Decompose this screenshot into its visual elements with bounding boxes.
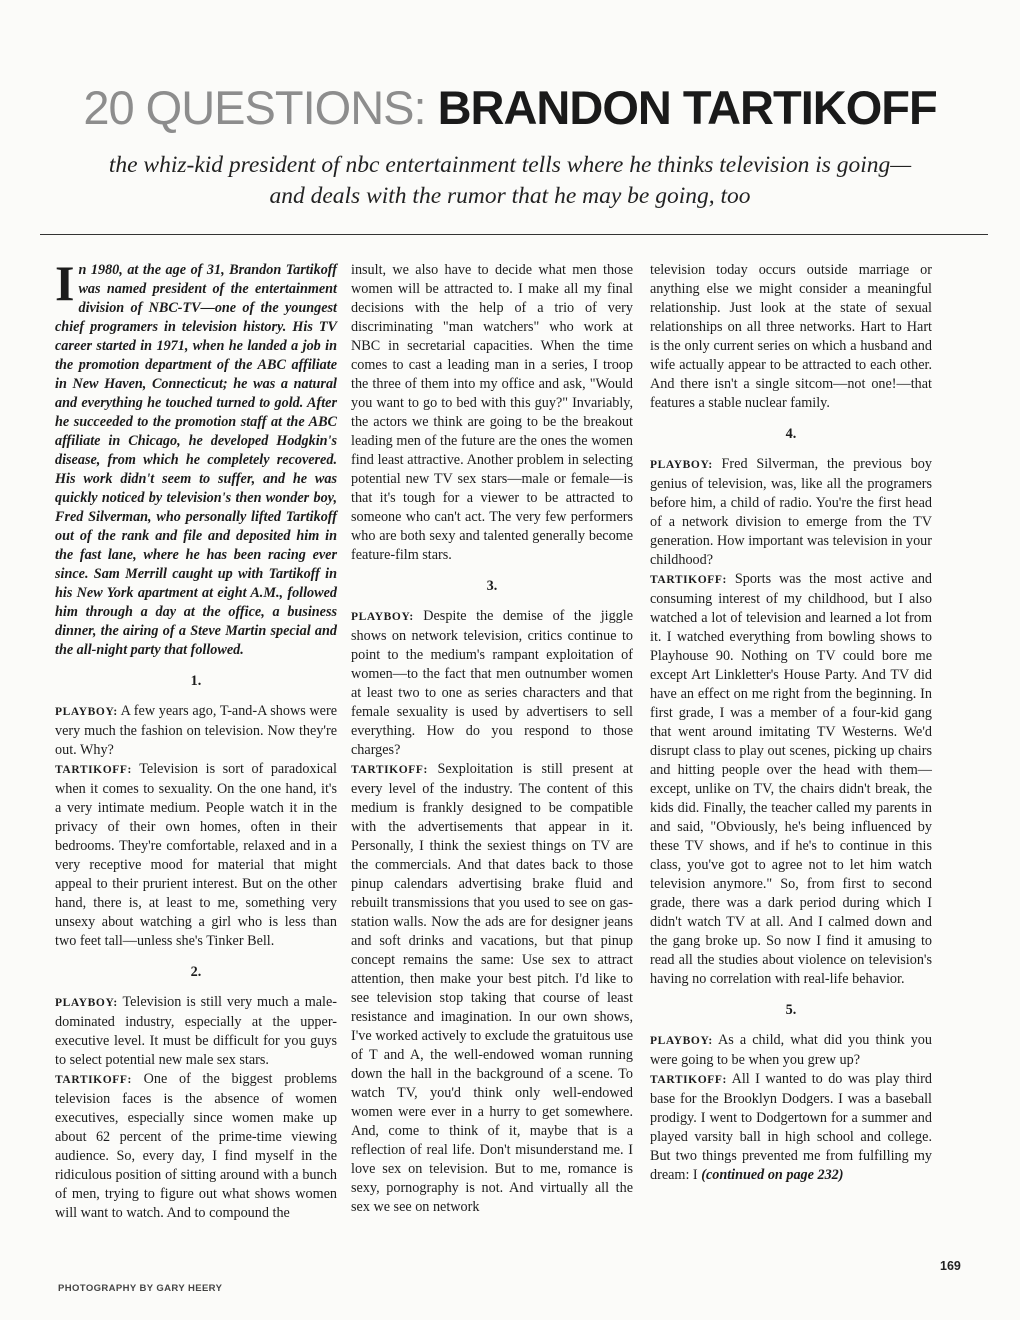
answer-2 [55,1070,337,1223]
question-2 [55,993,337,1070]
speaker-playboy: PLAYBOY: [351,611,414,623]
speaker-playboy: PLAYBOY: [55,706,118,718]
answer-2-text-part1: One of the biggest problems television faces is the absence of women executives, especially since women make up about 62 percent of the prime-time viewing audience. So, every day, I find myself in the ridiculous position of sitting around with a bunch of men, trying to figure out what shows women will want to watch. And to compound the [55,1071,337,1221]
title-name: BRANDON TARTIKOFF [437,81,937,134]
intro-paragraph [55,255,337,660]
subtitle-line-1: the whiz-kid president of nbc entertainment tells where he thinks television is going— [108,152,912,178]
page-number: 169 [940,1259,961,1273]
column-1 [55,255,337,1223]
speaker-playboy: PLAYBOY: [55,997,118,1009]
answer-5-text: All I wanted to do was play third base for the Brooklyn Dodgers. I was a baseball prodigy. I went to Dodgertown for a summer and played varsity ball in high school and college. But two things prevented me from fulfilling my dream: I [650,1071,932,1183]
column-3 [650,261,932,1185]
answer-4 [650,570,932,989]
question-4-text: Fred Silverman, the previous boy genius of television, was, like all the programers before him, a child of radio. You're the first head of a network division to emerge from the TV generation. How important was television in your childhood? [650,456,932,568]
column-2 [351,261,633,1217]
question-5-text: As a child, what did you think you were going to be when you grew up? [650,1032,932,1068]
question-number-1: 1. [190,673,202,689]
question-4 [650,455,932,570]
intro-text: n 1980, at the age of 31, Brandon Tartikoff was named president of the entertainment division of NBC-TV—one of the youngest chief programers in television history. His TV career started in 1971, when he landed a job in the promotion department of the ABC affiliate in New Haven, Connecticut; he was a natural and everything he touched turned to gold. After he succeeded to the promotion staff at the ABC affiliate in Chicago, he developed Hodgkin's disease, from which he completely recovered. His work didn't seem to suffer, and he was quickly noticed by television's then wonder boy, Fred Silverman, who personally lifted Tartikoff out of the rank and file and deposited him in the fast lane, where he has been racing ever since. Sam Merrill caught up with Tartikoff in his New York apartment at eight A.M., followed him through a day at the office, a business dinner, the airing of a Steve Martin special and the all-night party that followed. [55,262,337,658]
question-1-text: A few years ago, T-and-A shows were very much the fashion on television. Now they're out. Why? [55,703,337,758]
question-number-5: 5. [785,1002,797,1018]
speaker-playboy: PLAYBOY: [650,459,713,471]
speaker-playboy: PLAYBOY: [650,1035,713,1047]
question-1 [55,702,337,760]
question-3-text: Despite the demise of the jiggle shows on network television, critics continue to point to the medium's rampant exploitation of women—to the fact that men outnumber women at least two to one as series characters and that female sexuality is used by advertisers to sell everything. How do you respond to those charges? [351,608,634,758]
speaker-tartikoff: TARTIKOFF: [650,1074,727,1086]
speaker-tartikoff: TARTIKOFF: [55,1074,132,1086]
continued-note: (continued on page 232) [701,1167,844,1183]
answer-3-continued: television today occurs outside marriage or anything else we might consider a meaningful relationship. Just look at the state of sexual relationships on all three networks. Hart to Hart is the only current series on which a husband and wife actually appear to be attracted to each other. And there isn't a single sitcom—not one!—that features a stable nuclear family. [650,262,932,411]
speaker-tartikoff: TARTIKOFF: [351,764,428,776]
title-prefix: 20 QUESTIONS: [83,81,426,134]
question-number-2: 2. [190,964,202,980]
answer-1-text: Television is sort of paradoxical when it comes to sexuality. On the one hand, it's a very intimate medium. People watch it in the privacy of their own homes, often in their bedrooms. They're comfortable, relaxed and in a very receptive mood for material that might appeal to their prurient interest. But on the other hand, there is, at least to me, something very unsexy about watching a girl who is less than two feet tall—unless she's Tinker Bell. [55,761,337,949]
answer-3-text-part1: Sexploitation is still present at every level of the industry. The content of this medium is frankly designed to be compatible with the advertisements that appear in it. Personally, I think the sexiest things on TV are the commercials. And that dates back to those pinup calendars advertising brake fluid and rebuilt transmissions that you used to see on gas-station walls. Now the ads are for designer jeans and soft drinks and vacations, but that pinup concept remains the same: Use sex to attract attention, then make your best pitch. I'd like to see television stop taking that course of least resistance and imagination. In our own shows, I've worked actively to exclude the gratuitous use of T and A, the well-endowed woman running down the hall in the background of a scene. To watch TV, you'd think only well-endowed women were ever in a hurry to get somewhere. And, come to think of it, maybe that is a reflection of real life. Don't misunderstand me. I love sex on television. But to me, romance is sexy, pornography is not. And virtually all the sex we see on network [351,761,634,1215]
photo-credit: PHOTOGRAPHY BY GARY HEERY [58,1283,223,1294]
article-title [0,78,1020,138]
question-3 [351,607,633,760]
header-rule [40,234,988,235]
answer-2-continued: insult, we also have to decide what men those women will be attracted to. I make all my final decisions with the help of a trio of very discriminating "man watchers" who work at NBC in secretarial capacities. When the time comes to cast a leading man in a series, I troop the three of them into my office and ask, "Would you want to go to bed with this guy?" Invariably, the actors we think are going to be the breakout leading men of the future are the ones the women find least attractive. Another problem in selecting potential new TV sex stars—male or female—is that it's tough for a viewer to be attracted to someone who can't act. The very few performers who are both sexy and talented generally become feature-film stars. [351,262,633,563]
answer-3 [351,760,633,1217]
drop-cap: I [55,255,75,311]
answer-1 [55,760,337,951]
question-number-3: 3. [486,578,498,594]
question-2-text: Television is still very much a male-dominated industry, especially at the upper-executive level. It must be difficult for you guys to select potential new male sex stars. [55,994,337,1068]
answer-4-text: Sports was the most active and consuming interest of my childhood, but I also watched a lot of television and learned a lot from it. I watched everything from bowling shows to Playhouse 90. Nothing on TV could bore me except Art Linkletter's House Party. And TV did have an effect on me right from the beginning. In first grade, I was a member of a four-kid gang that went around imitating TV Westerns. We'd disrupt class to play out scenes, picking up chairs and hitting people over the head with them—except, unlike on TV, the chairs didn't break, the kids did. Finally, the teacher called my parents in and said, "Obviously, he's being influenced by these TV shows, and if he's to continue in this class, you've got to agree not to let him watch television anymore." So, from first to second grade, there was a dark period during which I didn't watch TV at all. And I calmed down and the gang broke up. So now I find it amusing to read all the studies about violence on television's having no correlation with real-life behavior. [650,571,933,987]
question-5 [650,1031,932,1070]
speaker-tartikoff: TARTIKOFF: [650,574,727,586]
subtitle-line-2: and deals with the rumor that he may be going, too [269,183,751,209]
answer-5 [650,1070,932,1185]
speaker-tartikoff: TARTIKOFF: [55,764,132,776]
article-subtitle [60,150,960,212]
question-number-4: 4. [785,426,797,442]
